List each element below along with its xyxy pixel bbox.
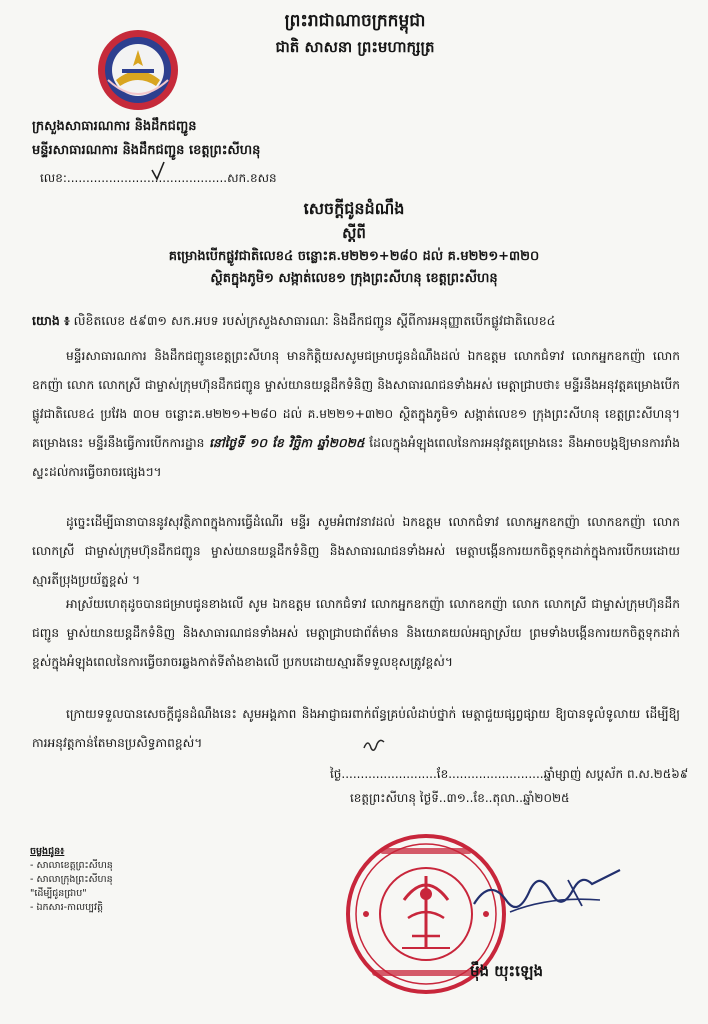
kingdom-heading: ព្រះរាជាណាចក្រកម្ពុជា — [284, 11, 426, 31]
cc-item: - សាលាក្រុងព្រះសីហនុ — [30, 874, 113, 885]
reference-label: យោង ៖ — [32, 313, 70, 328]
cc-item: "ដើម្បីជូនជ្រាប" — [30, 888, 87, 899]
cc-title: ចម្លងជូន៖ — [30, 846, 65, 857]
ministry-logo — [96, 28, 180, 112]
notice-subject-line-1: គម្រោងបើកផ្លូវជាតិលេខ៤ ចន្លោះគ.ម២២១+២៨០ ដល់ គ.ម២២១+៣២០ — [168, 249, 540, 264]
handwritten-signature — [470, 860, 630, 930]
ministry-name: ក្រសួងសាធារណការ និងដឹកជញ្ជូន — [32, 119, 197, 134]
paragraph-4: ក្រោយទទួលបានសេចក្តីជូនដំណឹងនេះ សូមអង្គភាព និងអាជ្ញាធរពាក់ព័ន្ធគ្រប់លំដាប់ថ្នាក់ មេត្តាជួយផ្សព្វផ្សាយ ឱ្យបានទូលំទូលាយ ដើម្បីឱ្យការអនុវត្តកាន់តែមានប្រសិទ្ធភាពខ្ពស់។ — [32, 707, 680, 750]
reference-text: លិខិតលេខ ៥៩៣១ សក.អបទ របស់ក្រសួងសាធារណៈ និងដឹកជញ្ជូន ស្តីពីការអនុញ្ញាតបើកផ្លូវជាតិលេខ៤ — [73, 313, 556, 328]
signer-name: ម៉ឹង យុះឡេង — [470, 962, 543, 980]
national-motto: ជាតិ សាសនា ព្រះមហាក្សត្រ — [275, 38, 435, 56]
solar-date: ខេត្តព្រះសីហនុ ថ្ងៃទី..៣១..ខែ..តុលា..ឆ្នាំ២០២៥ — [350, 791, 570, 805]
paragraph-1-date: នៅថ្ងៃទី ១០ ខែ វិច្ឆិកា ឆ្នាំ២០២៥ — [209, 436, 365, 450]
paragraph-2: ដូច្នេះដើម្បីធានាបាននូវសុវត្ថិភាពក្នុងការធ្វើដំណើរ មន្ទីរ សូមអំពាវនាវដល់ ឯកឧត្តម លោកជំទាវ លោកអ្នកឧកញ៉ា លោកឧកញ៉ា លោក លោកស្រី ជាម្ចាស់ក្រុមហ៊ុនដឹកជញ្ជូន ម្ចាស់យានយន្តដឹកទំនិញ និងសាធារណជនទាំងអស់ មេត្តាបង្កើនការយកចិត្តទុកដាក់ក្នុងការបើកបរដោយស្មារតីប្រុងប្រយ័ត្នខ្ពស់ ។ — [32, 515, 680, 587]
reference-number: លេខ:..........................................សក.ខសន — [40, 171, 277, 185]
paragraph-1-end: ដែលក្នុងអំឡុងពេលនៃការអនុវត្តគម្រោងនេះ នឹងអាចបង្កឱ្យមានការរាំងស្ទះដល់ការធ្វើចរាចរផ្សេងៗ។ — [32, 436, 681, 479]
carbon-copy-list — [30, 845, 113, 915]
paragraph-1 — [32, 342, 680, 487]
paragraph-3: អាស្រ័យហេតុដូចបានជម្រាបជូនខាងលើ សូម ឯកឧត្តម លោកជំទាវ លោកអ្នកឧកញ៉ា លោកឧកញ៉ា លោក លោកស្រី ជាម្ចាស់ក្រុមហ៊ុនដឹកជញ្ជូន ម្ចាស់យានយន្តដឹកទំនិញ និងសាធារណជនទាំងអស់ មេត្តាជ្រាបជាព័ត៌មាន និងយោគយល់អធ្យាស្រ័យ ព្រមទាំងបង្កើនការយកចិត្តទុកដាក់ខ្ពស់ក្នុងអំឡុងពេលនៃការធ្វើចរាចរឆ្លងកាត់ទីតាំងខាងលើ ប្រកបដោយស្មារតីទទួលខុសត្រូវខ្ពស់។ — [32, 597, 680, 669]
reference-line — [32, 313, 682, 332]
department-name: មន្ទីរសាធារណការ និងដឹកជញ្ជូន ខេត្តព្រះសីហនុ — [32, 143, 261, 158]
cc-item: - ឯកសារ-កាលប្បវត្តិ — [30, 902, 104, 913]
paragraph-1-text: មន្ទីរសាធារណការ និងដឹកជញ្ជូនខេត្តព្រះសីហនុ មានកិត្តិយសសូមជម្រាបជូនដំណឹងដល់ ឯកឧត្តម លោកជំទាវ លោកអ្នកឧកញ៉ា លោកឧកញ៉ា លោក លោកស្រី ជាម្ចាស់ក្រុមហ៊ុនដឹកជញ្ជូន ម្ចាស់យានយន្តដឹកទំនិញ និងសាធារណជនទាំងអស់ មេត្តាជ្រាបថា៖ មន្ទីរនឹងអនុវត្តគម្រោងបើកផ្លូវជាតិលេខ៤ ប្រវែង ៣០ម ចន្លោះគ.ម២២១+២៨០ ដល់ គ.ម២២១+៣២០ ស្ថិតក្នុងភូមិ១ សង្កាត់លេខ១ ក្រុងព្រះសីហនុ ខេត្តព្រះសីហនុ។ គម្រោងនេះ មន្ទីរនឹងធ្វើការបើកការដ្ឋាន — [32, 349, 680, 450]
lunar-date: ថ្ងៃ.........................ខែ.........................ឆ្នាំម្សាញ់ សប្តស័ក ព.ស.២៥៦៩ — [330, 767, 689, 781]
cc-item: - សាលាខេត្តព្រះសីហនុ — [30, 860, 113, 871]
handwritten-initial — [362, 736, 386, 756]
notice-title: សេចក្តីជូនដំណឹង — [303, 199, 405, 218]
handwritten-check-mark — [150, 160, 166, 182]
notice-subject-line-2: ស្ថិតក្នុងភូមិ១ សង្កាត់លេខ១ ក្រុងព្រះសីហនុ ខេត្តព្រះសីហនុ — [210, 271, 498, 286]
notice-regarding: ស្តីពី — [342, 224, 366, 242]
